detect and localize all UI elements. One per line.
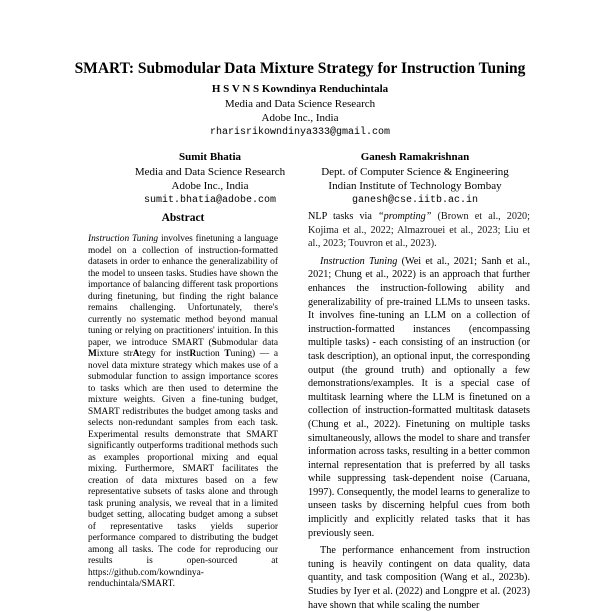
abstract-heading: Abstract	[161, 212, 205, 224]
acronym-part: ubmodular data	[216, 337, 279, 348]
author-affiliation: Media and Data Science Research	[224, 97, 376, 110]
acronym-letter: A	[132, 349, 140, 359]
author-email[interactable]: rharisrikowndinya333@gmail.com	[209, 126, 391, 138]
author-affiliation: Adobe Inc., India	[261, 112, 339, 124]
acronym-letter: T	[224, 349, 231, 359]
author-affiliation: Media and Data Science Research	[134, 165, 286, 178]
abstract-body	[88, 234, 278, 591]
author-block-1	[150, 82, 450, 140]
abstract-text-1: involves finetuning a language model on a collection of instruction-formatted datasets in order to enhance the generalizability of the model to unseen tasks. Studies have shown the importance of balancing different task proportions during finetuning, but finding the right balance remains challenging. Unfortunately, there's currently no systematic method beyond manual tuning or relying on practitioners' intuition. In this paper, we introduce SMART (	[88, 234, 278, 348]
author-name: Sumit Bhatia	[178, 151, 242, 163]
paragraph-text: (Wei et al., 2021; Sanh et al., 2021; Chung et al., 2022) is an approach that further enhances the instruction-following ability and generalizability of pre-trained LLMs to unseen tasks. It involves fine-tuning an LLM on a collection of instruction-formatted instances (encompassing multiple tasks) - each consisting of an instruction (or task description), an optional input, the corresponding output (the ground truth) and optionally a few demonstrations/examples. It is a special case of multitask learning where the LLM is finetuned on a collection of instruction-formatted multitask datasets (Chung et al., 2022). Finetuning on multiple tasks simultaneously, allows the model to share and transfer information across tasks, resulting in a better common internal representation that is preferred by all tasks while suppressing task-dependent noise (Caruana, 1997). Consequently, the model learns to generalize to unseen tasks by discerning helpful cues from both implicitly and explicitly related tasks that it has previously seen.	[308, 255, 530, 539]
paper-title: SMART: Submodular Data Mixture Strategy for Instruction Tuning	[74, 60, 526, 77]
acronym-letter: S	[211, 337, 217, 348]
author-name: H S V N S Kowndinya Renduchintala	[211, 83, 389, 95]
author-affiliation: Dept. of Computer Science & Engineering	[321, 165, 509, 178]
acronym-part: uction	[196, 349, 225, 359]
author-email[interactable]: sumit.bhatia@adobe.com	[143, 194, 277, 206]
abstract-lead: Instruction Tuning	[88, 234, 159, 244]
author-email[interactable]: ganesh@cse.iitb.ac.in	[351, 194, 479, 206]
author-affiliation: Indian Institute of Technology Bombay	[328, 180, 502, 192]
instruction-tuning-term: Instruction Tuning	[320, 255, 398, 267]
paragraph-2	[308, 255, 530, 540]
acronym-letter: R	[189, 349, 197, 359]
acronym-part: ixture str	[96, 349, 133, 359]
acronym-part: tegy for inst	[139, 349, 190, 359]
paragraph-1	[308, 210, 530, 251]
paragraph-text: The performance enhancement from instruction tuning is heavily contingent on data quality, data quantity, and task composition (Wang et al., 2023b). Studies by Iyer et al. (2022) and Longpre et al. (2023) have shown that while scaling the number	[308, 545, 530, 611]
citation: (Brown et al., 2020; Kojima et al., 2022; Almazrouei et al., 2023; Liu et al., 2023; Touvron et al., 2023).	[308, 211, 530, 250]
abstract-text-2: ) — a novel data mixture strategy which makes use of a submodular function to assign importance scores to tasks which are then used to determine the mixture weights. Given a fine-tuning budget, SMART redistributes the budget among tasks and selects non-redundant samples from each task. Experimental results demonstrate that SMART significantly outperforms traditional methods such as examples proportional mixing and equal mixing. Furthermore, SMART facilitates the creation of data mixtures based on a few representative subsets of tasks alone and through task pruning analysis, we reveal that in a limited budget setting, allocating budget among a subset of representative tasks yields superior performance compared to distributing the budget among all tasks. The code for reproducing our results is open-sourced at https://github.com/kowndinya-renduchintala/SMART.	[88, 349, 278, 589]
body-column-right	[308, 210, 530, 612]
author-block-2	[105, 150, 315, 208]
paragraph-text: NLP tasks via	[308, 211, 379, 222]
prompting-term: “prompting”	[378, 211, 432, 222]
paragraph-3	[308, 544, 530, 612]
author-block-3	[300, 150, 530, 208]
author-name: Ganesh Ramakrishnan	[360, 151, 470, 163]
author-affiliation: Adobe Inc., India	[171, 180, 249, 192]
acronym-part: uning	[230, 349, 253, 359]
acronym-letter: M	[88, 349, 97, 359]
